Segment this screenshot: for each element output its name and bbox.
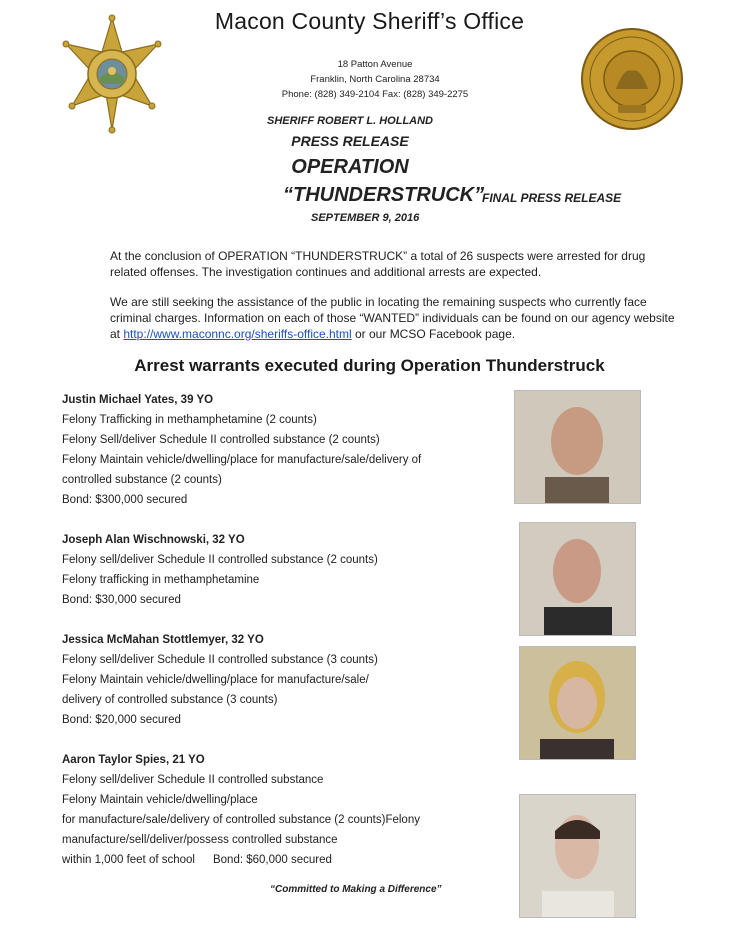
charge-line: for manufacture/sale/delivery of controlled substance (2 counts)Felony bbox=[62, 814, 420, 826]
operation-label: OPERATION bbox=[291, 156, 409, 178]
charge-line: Felony trafficking in methamphetamine bbox=[62, 574, 260, 586]
charge-line: Felony Maintain vehicle/dwelling/place for manufacture/sale/delivery of bbox=[62, 454, 422, 466]
charge-line: Felony Trafficking in methamphetamine (2 counts) bbox=[62, 414, 317, 426]
county-seal-icon bbox=[580, 27, 684, 131]
intro-paragraph: At the conclusion of OPERATION “THUNDERSTRUCK” a total of 26 suspects were arrested for drug related offenses. The investigation continues and additional arrests are expected. bbox=[110, 249, 646, 279]
release-date: SEPTEMBER 9, 2016 bbox=[311, 212, 420, 224]
wanted-paragraph: We are still seeking the assistance of the public in locating the remaining suspects who currently face criminal charges. Information on each of those “WANTED” individuals can be found on our agency website at http://www.maconnc.org/sheriffs-office.html or our MCSO Facebook page. bbox=[110, 295, 675, 341]
press-release-label: PRESS RELEASE bbox=[291, 133, 409, 149]
charge-line: manufacture/sell/deliver/possess controlled substance bbox=[62, 834, 338, 846]
charge-line: Felony sell/deliver Schedule II controlled substance (2 counts) bbox=[62, 554, 378, 566]
suspect-name: Joseph Alan Wischnowski, 32 YO bbox=[62, 534, 245, 546]
charge-line: within 1,000 feet of school Bond: $60,000 secured bbox=[62, 854, 332, 866]
sheriff-badge-icon bbox=[62, 14, 162, 134]
suspect-entry bbox=[62, 530, 502, 610]
address-city: Franklin, North Carolina 28734 bbox=[310, 74, 440, 85]
phone-fax: Phone: (828) 349-2104 Fax: (828) 349-2275 bbox=[281, 89, 469, 100]
suspect-photo bbox=[519, 646, 636, 760]
operation-name: “THUNDERSTRUCK” bbox=[283, 184, 485, 206]
charge-line: Felony Sell/deliver Schedule II controlled substance (2 counts) bbox=[62, 434, 380, 446]
suspect-entry bbox=[62, 750, 502, 870]
charge-line: Felony Maintain vehicle/dwelling/place for manufacture/sale/ bbox=[62, 674, 369, 686]
suspect-photo bbox=[519, 794, 636, 918]
suspect-name: Aaron Taylor Spies, 21 YO bbox=[62, 754, 205, 766]
suspect-entry bbox=[62, 630, 502, 730]
suspect-name: Jessica McMahan Stottlemyer, 32 YO bbox=[62, 634, 264, 646]
charge-line: delivery of controlled substance (3 counts) bbox=[62, 694, 278, 706]
suspect-entry bbox=[62, 390, 502, 510]
suspect-photo bbox=[514, 390, 641, 504]
charge-line: Felony sell/deliver Schedule II controlled substance bbox=[62, 774, 324, 786]
charge-line: controlled substance (2 counts) bbox=[62, 474, 222, 486]
bond-line: Bond: $30,000 secured bbox=[62, 594, 181, 606]
bond-line: Bond: $300,000 secured bbox=[62, 494, 188, 506]
final-release-label: FINAL PRESS RELEASE bbox=[482, 191, 622, 205]
bond-line: Bond: $60,000 secured bbox=[212, 854, 332, 866]
bond-line: Bond: $20,000 secured bbox=[62, 714, 181, 726]
section-title: Arrest warrants executed during Operation Thunderstruck bbox=[134, 356, 605, 375]
charge-line: Felony sell/deliver Schedule II controlled substance (3 counts) bbox=[62, 654, 378, 666]
sheriff-name: SHERIFF ROBERT L. HOLLAND bbox=[266, 115, 433, 127]
suspect-photo bbox=[519, 522, 636, 636]
website-link[interactable]: http://www.maconnc.org/sheriffs-office.html bbox=[123, 327, 352, 341]
page-title: Macon County Sheriff’s Office bbox=[214, 8, 525, 34]
charge-line: Felony Maintain vehicle/dwelling/place bbox=[62, 794, 258, 806]
suspect-name: Justin Michael Yates, 39 YO bbox=[62, 394, 214, 406]
address-street: 18 Patton Avenue bbox=[337, 59, 413, 70]
motto: “Committed to Making a Difference” bbox=[270, 884, 442, 895]
